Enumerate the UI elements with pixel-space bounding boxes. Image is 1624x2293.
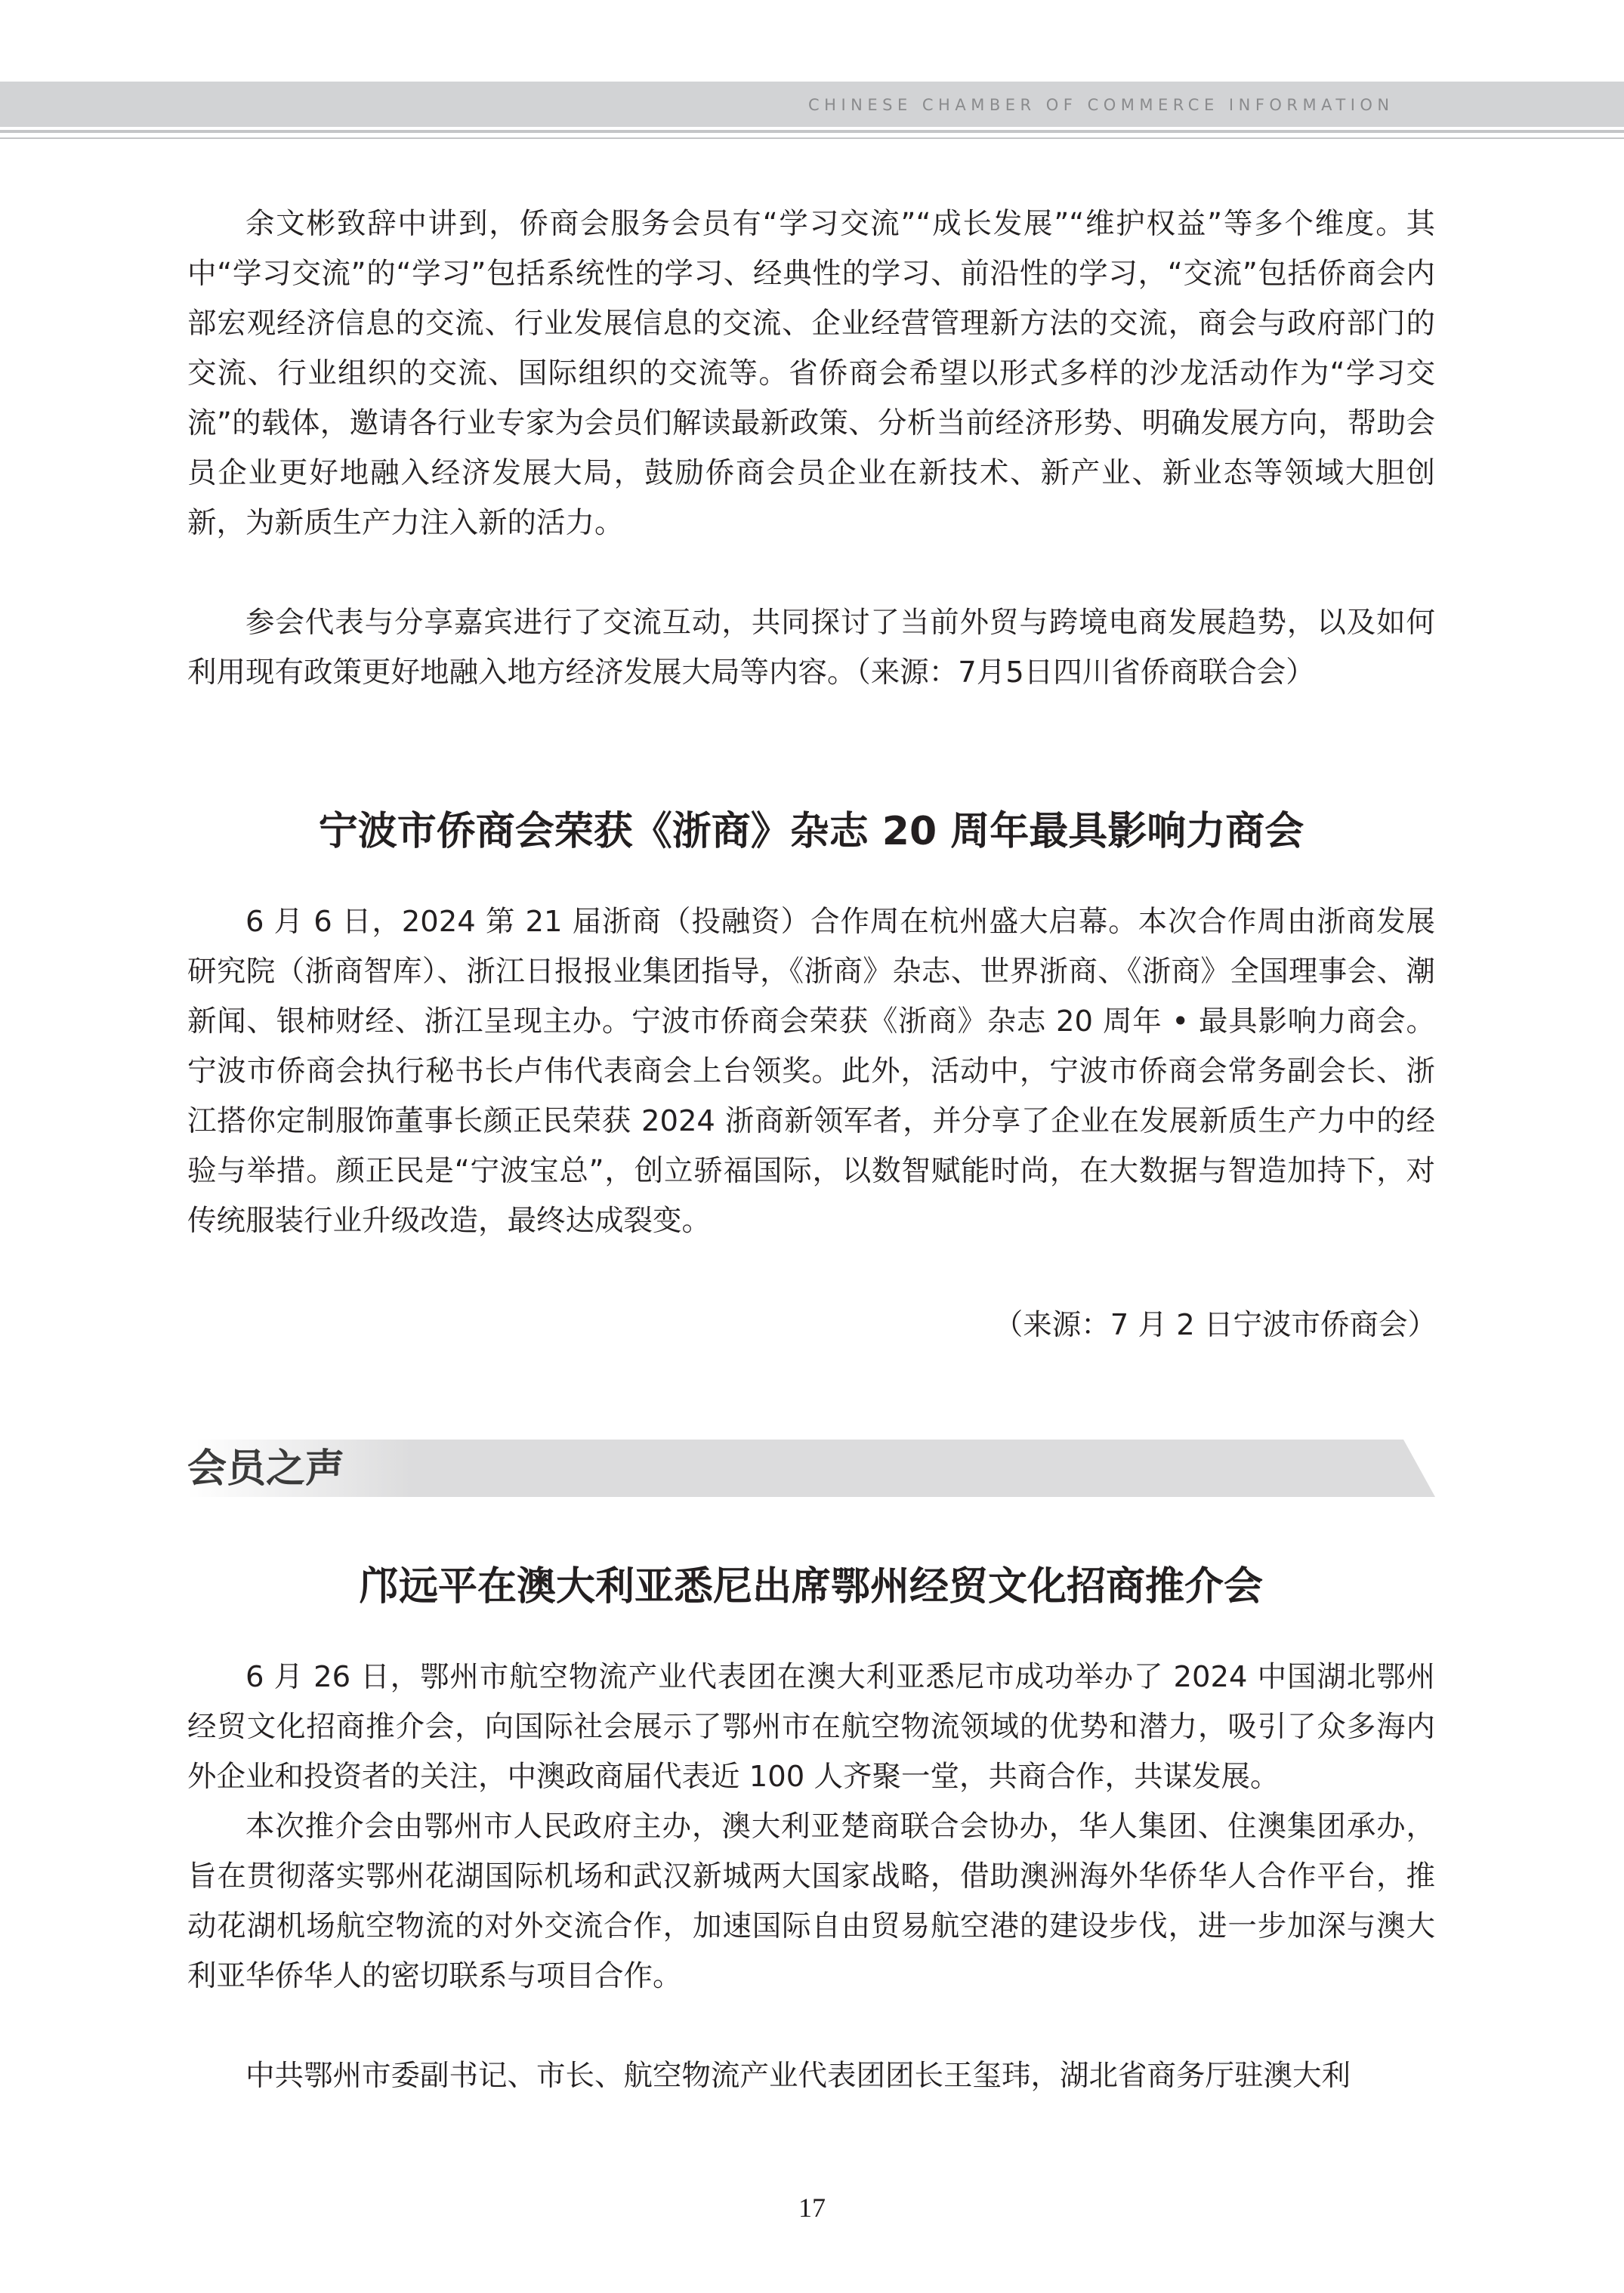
- page-number: 17: [798, 2193, 826, 2223]
- article3-paragraph-3: 中共鄂州市委副书记、市长、航空物流产业代表团团长王玺玮，湖北省商务厅驻澳大利: [245, 2059, 1351, 2093]
- article3-paragraph-2: 本次推介会由鄂州市人民政府主办，澳大利亚楚商联合会协办，华人集团、住澳集团承办，旨在贯彻落实鄂州花湖国际机场和武汉新城两大国家战略，借助澳洲海外华侨华人合作平台，推动花湖机场航空物流的对外交流合作，加速国际自由贸易航空港的建设步伐，进一步加深与澳大利亚华侨华人的密切联系与项目合作。: [187, 1810, 1435, 1993]
- article3-title: 邝远平在澳大利亚悉尼出席鄂州经贸文化招商推介会: [359, 1564, 1263, 1609]
- article1-paragraph-2: [187, 598, 1435, 698]
- header-rule-thin: [0, 137, 1624, 139]
- article1-source: （来源：7月5日四川省侨商联合会）: [856, 656, 1315, 690]
- article1-paragraph-1: 余文彬致辞中讲到，侨商会服务会员有“学习交流”“成长发展”“维护权益”等多个维度。其中“学习交流”的“学习”包括系统性的学习、经典性的学习、前沿性的学习，“交流”包括侨商会内部宏观经济信息的交流、行业发展信息的交流、企业经营管理新方法的交流，商会与政府部门的交流、行业组织的交流、国际组织的交流等。省侨商会希望以形式多样的沙龙活动作为“学习交流”的载体，邀请各行业专家为会员们解读最新政策、分析当前经济形势、明确发展方向，帮助会员企业更好地融入经济发展大局，鼓励侨商会员企业在新技术、新产业、新业态等领域大胆创新，为新质生产力注入新的活力。: [187, 207, 1435, 540]
- article2-paragraph: 6 月 6 日，2024 第 21 届浙商（投融资）合作周在杭州盛大启幕。本次合作周由浙商发展研究院（浙商智库）、浙江日报报业集团指导，《浙商》杂志、世界浙商、《浙商》全国理事会、潮新闻、银柿财经、浙江呈现主办。宁波市侨商会荣获《浙商》杂志 20 周年 • 最具影响力商会。宁波市侨商会执行秘书长卢伟代表商会上台领奖。此外，活动中，宁波市侨商会常务副会长、浙江搭你定制服饰董事长颜正民荣获 2024 浙商新领军者，并分享了企业在发展新质生产力中的经验与举措。颜正民是“宁波宝总”，创立骄福国际，以数智赋能时尚，在大数据与智造加持下，对传统服装行业升级改造，最终达成裂变。: [187, 905, 1435, 1238]
- running-header: CHINESE CHAMBER OF COMMERCE INFORMATION: [808, 96, 1394, 114]
- article2-source: （来源：7 月 2 日宁波市侨商会）: [993, 1308, 1437, 1342]
- header-rule: [0, 130, 1624, 133]
- article2-title: 宁波市侨商会荣获《浙商》杂志 20 周年最具影响力商会: [318, 809, 1304, 854]
- section-banner: [187, 1440, 1435, 1497]
- section-title: 会员之声: [187, 1446, 345, 1492]
- article1-paragraph-2-text: 参会代表与分享嘉宾进行了交流互动，共同探讨了当前外贸与跨境电商发展趋势，以及如何利用现有政策更好地融入地方经济发展大局等内容。: [187, 606, 1435, 690]
- article3-paragraph-1: 6 月 26 日，鄂州市航空物流产业代表团在澳大利亚悉尼市成功举办了 2024 中国湖北鄂州经贸文化招商推介会，向国际社会展示了鄂州市在航空物流领域的优势和潜力，吸引了众多海内外企业和投资者的关注，中澳政商届代表近 100 人齐聚一堂，共商合作，共谋发展。: [187, 1660, 1435, 1794]
